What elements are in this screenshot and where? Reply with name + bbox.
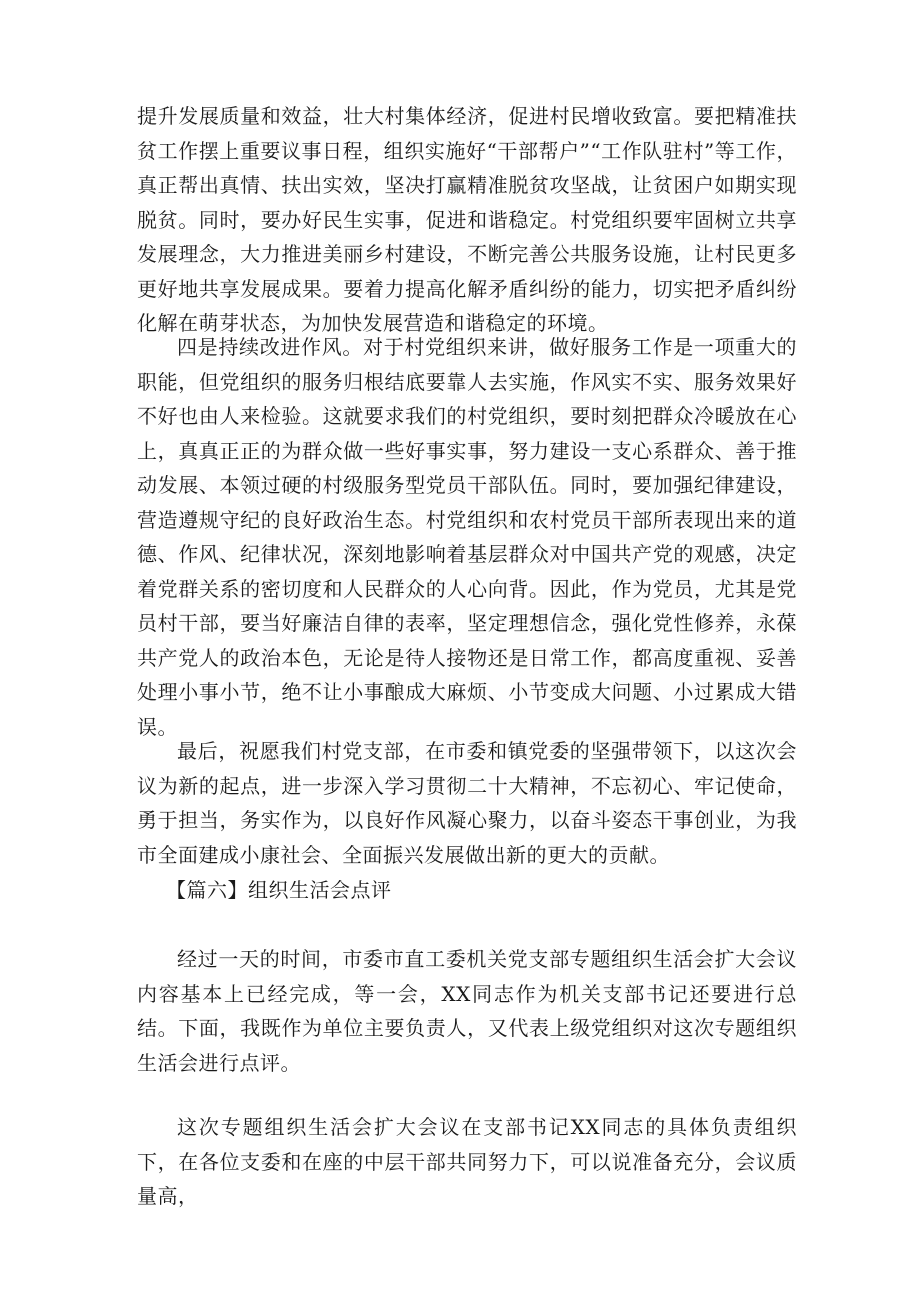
paragraph-meeting-intro: 经过一天的时间，市委市直工委机关党支部专题组织生活会扩大会议内容基本上已经完成，等一会，XX同志作为机关支部书记还要进行总结。下面，我既作为单位主要负责人，又代表上级党组织对这次专题组织生活会进行点评。 — [137, 947, 797, 1075]
paragraph-closing-wishes: 最后，祝愿我们村党支部，在市委和镇党委的坚强带领下，以这次会议为新的起点，进一步深入学习贯彻二十大精神，不忘初心、牢记使命，勇于担当，务实作为，以良好作风凝心聚力，以奋斗姿态干事创业，为我市全面建成小康社会、全面振兴发展做出新的更大的贡献。 — [137, 739, 797, 867]
paragraph-continued: 提升发展质量和效益，壮大村集体经济，促进村民增收致富。要把精准扶贫工作摆上重要议事日程，组织实施好“干部帮户”“工作队驻村”等工作，真正帮出真情、扶出实效，坚决打赢精准脱贫攻坚战，让贫困户如期实现脱贫。同时，要办好民生实事，促进和谐稳定。村党组织要牢固树立共享发展理念，大力推进美丽乡村建设，不断完善公共服务设施，让村民更多更好地共享发展成果。要着力提高化解矛盾纠纷的能力，切实把矛盾纠纷化解在萌芽状态，为加快发展营造和谐稳定的环境。 — [137, 104, 797, 335]
section-heading: 【篇六】组织生活会点评 — [166, 878, 392, 902]
paragraph-meeting-review: 这次专题组织生活会扩大会议在支部书记XX同志的具体负责组织下，在各位支委和在座的中层干部共同努力下，可以说准备充分，会议质量高， — [137, 1115, 797, 1208]
paragraph-improve-work-style: 四是持续改进作风。对于村党组织来讲，做好服务工作是一项重大的职能，但党组织的服务归根结底要靠人去实施，作风实不实、服务效果好不好也由人来检验。这就要求我们的村党组织，要时刻把群众冷暖放在心上，真真正正的为群众做一些好事实事，努力建设一支心系群众、善于推动发展、本领过硬的村级服务型党员干部队伍。同时，要加强纪律建设，营造遵规守纪的良好政治生态。村党组织和农村党员干部所表现出来的道德、作风、纪律状况，深刻地影响着基层群众对中国共产党的观感，决定着党群关系的密切度和人民群众的人心向背。因此，作为党员，尤其是党员村干部，要当好廉洁自律的表率，坚定理想信念，强化党性修养，永葆共产党人的政治本色，无论是待人接物还是日常工作，都高度重视、妥善处理小事小节，绝不让小事酿成大麻烦、小节变成大问题、小过累成大错误。 — [137, 335, 797, 739]
